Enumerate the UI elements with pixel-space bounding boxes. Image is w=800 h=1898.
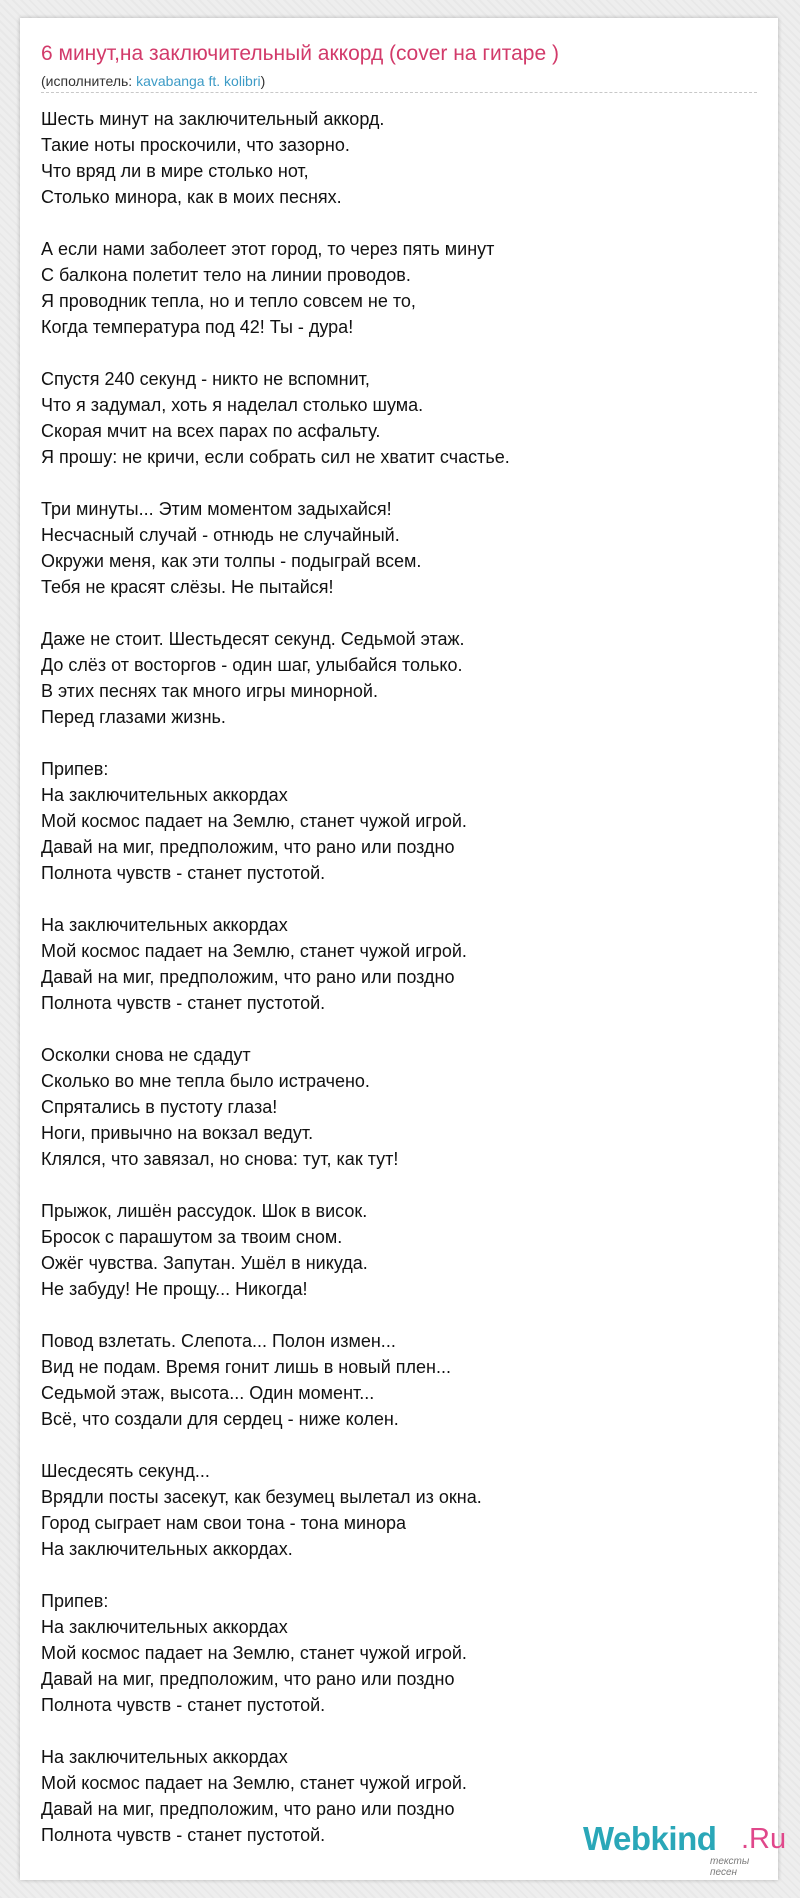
lyric-line: Когда температура под 42! Ты - дура! — [41, 317, 354, 337]
lyric-line: Я проводник тепла, но и тепло совсем не то, — [41, 291, 416, 311]
lyric-line: Врядли посты засекут, как безумец вылетал из окна. — [41, 1487, 482, 1507]
lyrics-body — [41, 106, 761, 1848]
lyric-line: Окружи меня, как эти толпы - подыграй всем. — [41, 551, 422, 571]
lyric-line: Скорая мчит на всех парах по асфальту. — [41, 421, 381, 441]
lyric-line: Давай на миг, предположим, что рано или поздно — [41, 1669, 455, 1689]
lyric-line: Мой космос падает на Землю, станет чужой игрой. — [41, 1773, 467, 1793]
lyric-line: На заключительных аккордах — [41, 1617, 288, 1637]
lyric-line: Давай на миг, предположим, что рано или поздно — [41, 967, 455, 987]
lyric-line: Полнота чувств - станет пустотой. — [41, 1825, 326, 1845]
lyric-line: Три минуты... Этим моментом задыхайся! — [41, 499, 392, 519]
lyric-line: Спрятались в пустоту глаза! — [41, 1097, 278, 1117]
lyric-line: Несчасный случай - отнюдь не случайный. — [41, 525, 400, 545]
lyric-line: Столько минора, как в моих песнях. — [41, 187, 342, 207]
lyrics-stanza — [41, 106, 761, 210]
lyric-line: Всё, что создали для сердец - ниже колен. — [41, 1409, 399, 1429]
lyric-line: Перед глазами жизнь. — [41, 707, 226, 727]
lyric-line: Город сыграет нам свои тона - тона минора — [41, 1513, 407, 1533]
lyric-line: Седьмой этаж, высота... Один момент... — [41, 1383, 375, 1403]
lyrics-stanza — [41, 1042, 761, 1172]
artist-link[interactable]: kavabanga ft. kolibri — [136, 73, 261, 89]
lyric-line: На заключительных аккордах — [41, 1747, 288, 1767]
logo-ru-text: .Ru — [741, 1823, 787, 1855]
webkind-logo[interactable] — [583, 1820, 787, 1878]
lyric-line: Припев: — [41, 1591, 109, 1611]
lyrics-stanza — [41, 912, 761, 1016]
lyric-line: Припев: — [41, 759, 109, 779]
lyric-line: Прыжок, лишён рассудок. Шок в висок. — [41, 1201, 368, 1221]
lyric-line: На заключительных аккордах. — [41, 1539, 293, 1559]
lyric-line: Шесдесять секунд... — [41, 1461, 210, 1481]
logo-subtitle: тексты песен — [710, 1856, 750, 1878]
lyrics-stanza — [41, 626, 761, 730]
lyric-line: Что я задумал, хоть я наделал столько шума. — [41, 395, 424, 415]
lyrics-stanza — [41, 1458, 761, 1562]
lyric-line: Спустя 240 секунд - никто не вспомнит, — [41, 369, 370, 389]
lyric-line: Ноги, привычно на вокзал ведут. — [41, 1123, 314, 1143]
lyrics-stanza — [41, 756, 761, 886]
artist-line — [41, 73, 265, 89]
logo-main-text: Webkind — [583, 1820, 717, 1857]
lyrics-stanza — [41, 496, 761, 600]
lyric-line: Мой космос падает на Землю, станет чужой игрой. — [41, 941, 467, 961]
lyric-line: Даже не стоит. Шестьдесят секунд. Седьмой этаж. — [41, 629, 465, 649]
lyrics-stanza — [41, 1198, 761, 1302]
lyric-line: Вид не подам. Время гонит лишь в новый плен... — [41, 1357, 451, 1377]
lyric-line: Бросок с парашутом за твоим сном. — [41, 1227, 343, 1247]
lyric-line: Мой космос падает на Землю, станет чужой игрой. — [41, 1643, 467, 1663]
lyric-line: Что вряд ли в мире столько нот, — [41, 161, 309, 181]
lyric-line: Не забуду! Не прощу... Никогда! — [41, 1279, 308, 1299]
lyrics-stanza — [41, 366, 761, 470]
artist-prefix: (исполнитель: — [41, 73, 137, 89]
lyrics-stanza — [41, 236, 761, 340]
lyric-line: Полнота чувств - станет пустотой. — [41, 1695, 326, 1715]
lyric-line: На заключительных аккордах — [41, 785, 288, 805]
lyrics-card — [20, 18, 787, 1880]
lyric-line: Мой космос падает на Землю, станет чужой игрой. — [41, 811, 467, 831]
lyric-line: На заключительных аккордах — [41, 915, 288, 935]
lyric-line: А если нами заболеет этот город, то через пять минут — [41, 239, 495, 259]
lyric-line: Полнота чувств - станет пустотой. — [41, 993, 326, 1013]
lyric-line: Сколько во мне тепла было истрачено. — [41, 1071, 370, 1091]
lyric-line: Осколки снова не сдадут — [41, 1045, 251, 1065]
lyric-line: Клялся, что завязал, но снова: тут, как тут! — [41, 1149, 399, 1169]
lyric-line: Давай на миг, предположим, что рано или поздно — [41, 837, 455, 857]
song-title: 6 минут,на заключительный аккорд (cover на гитаре ) — [41, 42, 559, 65]
lyric-line: Тебя не красят слёзы. Не пытайся! — [41, 577, 334, 597]
lyrics-stanza — [41, 1588, 761, 1718]
lyric-line: С балкона полетит тело на линии проводов. — [41, 265, 411, 285]
lyric-line: Полнота чувств - станет пустотой. — [41, 863, 326, 883]
header-divider — [41, 92, 757, 93]
lyrics-stanza — [41, 1328, 761, 1432]
lyric-line: Ожёг чувства. Запутан. Ушёл в никуда. — [41, 1253, 368, 1273]
lyric-line: До слёз от восторгов - один шаг, улыбайся только. — [41, 655, 463, 675]
lyric-line: Давай на миг, предположим, что рано или поздно — [41, 1799, 455, 1819]
artist-suffix: ) — [260, 73, 266, 89]
lyric-line: В этих песнях так много игры минорной. — [41, 681, 378, 701]
lyric-line: Шесть минут на заключительный аккорд. — [41, 109, 385, 129]
lyric-line: Я прошу: не кричи, если собрать сил не хватит счастье. — [41, 447, 510, 467]
lyric-line: Повод взлетать. Слепота... Полон измен... — [41, 1331, 396, 1351]
lyric-line: Такие ноты проскочили, что зазорно. — [41, 135, 350, 155]
